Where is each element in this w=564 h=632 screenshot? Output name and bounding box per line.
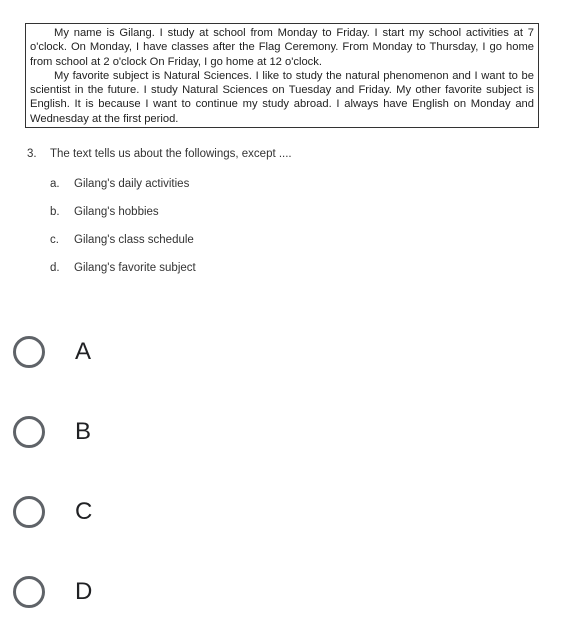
question-number: 3.	[27, 148, 37, 160]
radio-unchecked-icon[interactable]	[13, 416, 45, 448]
choice-item	[50, 176, 196, 204]
passage-paragraph: My favorite subject is Natural Sciences. I like to study the natural phenomenon and I want to be scientist in the future. I study Natural Sciences on Tuesday and Friday. My other favorite subject is English. It is because I want to continue my study abroad. I always have English on Monday and Wednesday at the first period.	[30, 69, 534, 125]
choice-item	[50, 204, 196, 232]
passage-paragraph: My name is Gilang. I study at school from Monday to Friday. I start my school activities at 7 o'clock. On Monday, I have classes after the Flag Ceremony. From Monday to Thursday, I go home from school at 2 o'clock On Friday, I go home at 12 o'clock.	[30, 27, 534, 68]
radio-unchecked-icon[interactable]	[13, 336, 45, 368]
choice-letter: a.	[50, 178, 60, 190]
choice-letter: b.	[50, 206, 60, 218]
option-a[interactable]	[13, 312, 92, 392]
option-label: D	[75, 578, 93, 605]
choice-text: Gilang's class schedule	[74, 234, 194, 246]
question-text: The text tells us about the followings, except ....	[50, 148, 292, 160]
option-d[interactable]	[13, 552, 92, 632]
choice-item	[50, 260, 196, 288]
choice-item	[50, 232, 196, 260]
option-b[interactable]	[13, 392, 92, 472]
choice-letter: d.	[50, 262, 60, 274]
reading-passage	[25, 23, 539, 128]
option-label: A	[75, 338, 92, 365]
answer-options	[13, 312, 92, 632]
question-prompt	[27, 148, 537, 160]
option-c[interactable]	[13, 472, 92, 552]
choice-letter: c.	[50, 234, 59, 246]
radio-unchecked-icon[interactable]	[13, 496, 45, 528]
choice-text: Gilang's hobbies	[74, 206, 159, 218]
option-label: C	[75, 498, 93, 525]
answer-choices-list	[50, 176, 196, 288]
choice-text: Gilang's favorite subject	[74, 262, 196, 274]
radio-unchecked-icon[interactable]	[13, 576, 45, 608]
option-label: B	[75, 418, 92, 445]
choice-text: Gilang's daily activities	[74, 178, 190, 190]
